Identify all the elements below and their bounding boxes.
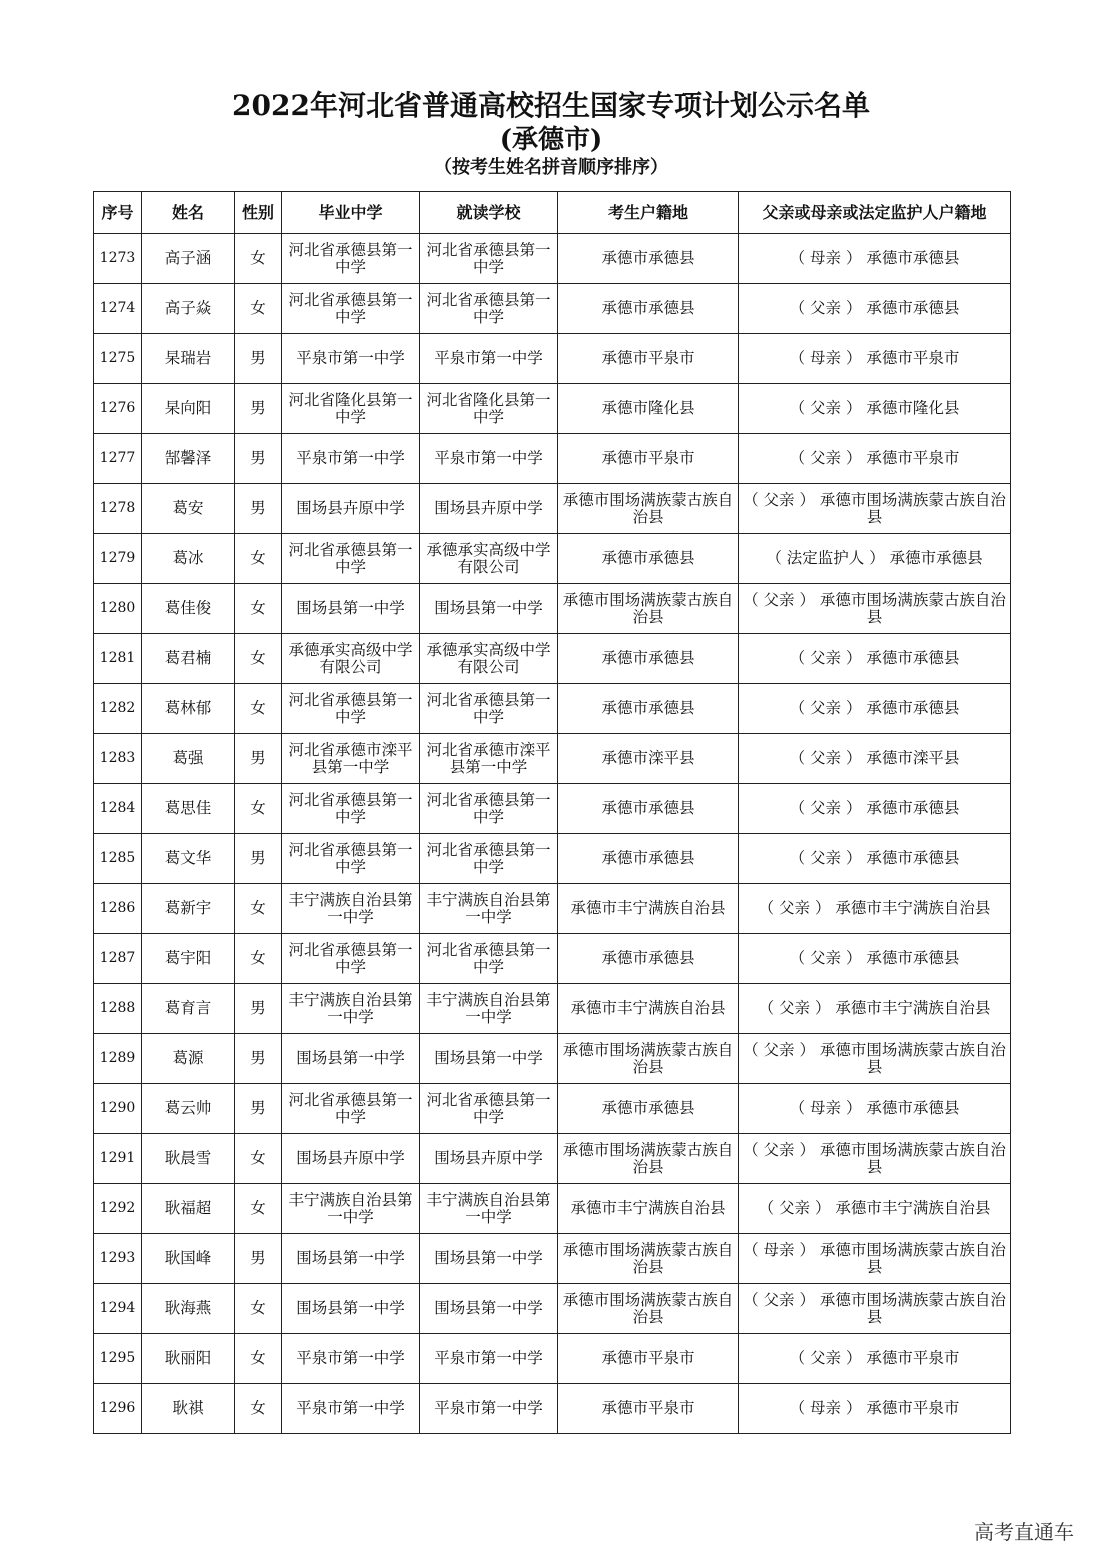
cell-index: 1278 xyxy=(94,484,142,534)
cell-name: 高子涵 xyxy=(142,234,235,284)
table-row xyxy=(94,1134,1011,1184)
table-row xyxy=(94,284,1011,334)
cell-student-hukou: 承德市围场满族蒙古族自治县 xyxy=(558,1284,739,1334)
cell-current-school: 河北省承德县第一中学 xyxy=(420,1084,558,1134)
cell-graduated-school: 河北省承德市滦平县第一中学 xyxy=(282,734,420,784)
cell-index: 1287 xyxy=(94,934,142,984)
cell-graduated-school: 河北省承德县第一中学 xyxy=(282,534,420,584)
column-header-guardian-hukou: 父亲或母亲或法定监护人户籍地 xyxy=(739,192,1011,234)
cell-name: 葛思佳 xyxy=(142,784,235,834)
table-row xyxy=(94,934,1011,984)
cell-graduated-school: 围场县第一中学 xyxy=(282,1234,420,1284)
cell-student-hukou: 承德市围场满族蒙古族自治县 xyxy=(558,484,739,534)
cell-name: 葛强 xyxy=(142,734,235,784)
cell-graduated-school: 围场县第一中学 xyxy=(282,1284,420,1334)
table-row xyxy=(94,1084,1011,1134)
table-row xyxy=(94,1034,1011,1084)
table-row xyxy=(94,834,1011,884)
cell-guardian-hukou: （ 父亲 ） 承德市围场满族蒙古族自治县 xyxy=(739,484,1011,534)
cell-student-hukou: 承德市平泉市 xyxy=(558,1334,739,1384)
cell-guardian-hukou: （ 母亲 ） 承德市承德县 xyxy=(739,1084,1011,1134)
cell-current-school: 围场县卉原中学 xyxy=(420,484,558,534)
cell-index: 1293 xyxy=(94,1234,142,1284)
cell-guardian-hukou: （ 父亲 ） 承德市承德县 xyxy=(739,684,1011,734)
cell-current-school: 平泉市第一中学 xyxy=(420,1334,558,1384)
cell-gender: 男 xyxy=(235,984,282,1034)
column-header-gender: 性别 xyxy=(235,192,282,234)
cell-guardian-hukou: （ 父亲 ） 承德市丰宁满族自治县 xyxy=(739,1184,1011,1234)
cell-index: 1288 xyxy=(94,984,142,1034)
cell-gender: 男 xyxy=(235,334,282,384)
cell-index: 1285 xyxy=(94,834,142,884)
column-header-name: 姓名 xyxy=(142,192,235,234)
cell-student-hukou: 承德市隆化县 xyxy=(558,384,739,434)
cell-student-hukou: 承德市承德县 xyxy=(558,534,739,584)
column-header-graduated-school: 毕业中学 xyxy=(282,192,420,234)
cell-gender: 女 xyxy=(235,1134,282,1184)
sort-note: （按考生姓名拼音顺序排序） xyxy=(434,157,668,178)
cell-index: 1295 xyxy=(94,1334,142,1384)
cell-index: 1286 xyxy=(94,884,142,934)
cell-guardian-hukou: （ 父亲 ） 承德市承德县 xyxy=(739,784,1011,834)
column-header-student-hukou: 考生户籍地 xyxy=(558,192,739,234)
cell-graduated-school: 围场县卉原中学 xyxy=(282,1134,420,1184)
cell-gender: 女 xyxy=(235,934,282,984)
cell-student-hukou: 承德市承德县 xyxy=(558,684,739,734)
cell-student-hukou: 承德市围场满族蒙古族自治县 xyxy=(558,1034,739,1084)
cell-current-school: 承德承实高级中学有限公司 xyxy=(420,534,558,584)
cell-current-school: 丰宁满族自治县第一中学 xyxy=(420,984,558,1034)
cell-guardian-hukou: （ 父亲 ） 承德市丰宁满族自治县 xyxy=(739,884,1011,934)
cell-student-hukou: 承德市丰宁满族自治县 xyxy=(558,884,739,934)
cell-index: 1280 xyxy=(94,584,142,634)
cell-guardian-hukou: （ 父亲 ） 承德市平泉市 xyxy=(739,1334,1011,1384)
cell-name: 葛安 xyxy=(142,484,235,534)
cell-gender: 女 xyxy=(235,1384,282,1434)
table-row xyxy=(94,484,1011,534)
cell-gender: 男 xyxy=(235,1084,282,1134)
cell-guardian-hukou: （ 母亲 ） 承德市平泉市 xyxy=(739,334,1011,384)
cell-graduated-school: 河北省承德县第一中学 xyxy=(282,834,420,884)
cell-gender: 男 xyxy=(235,434,282,484)
cell-index: 1291 xyxy=(94,1134,142,1184)
cell-graduated-school: 承德承实高级中学有限公司 xyxy=(282,634,420,684)
cell-index: 1290 xyxy=(94,1084,142,1134)
cell-name: 葛源 xyxy=(142,1034,235,1084)
cell-guardian-hukou: （ 父亲 ） 承德市围场满族蒙古族自治县 xyxy=(739,1284,1011,1334)
cell-current-school: 河北省承德县第一中学 xyxy=(420,784,558,834)
page-title: 2022年河北省普通高校招生国家专项计划公示名单 xyxy=(232,89,870,122)
cell-guardian-hukou: （ 父亲 ） 承德市围场满族蒙古族自治县 xyxy=(739,1034,1011,1084)
table-row xyxy=(94,634,1011,684)
cell-name: 耿国峰 xyxy=(142,1234,235,1284)
cell-gender: 女 xyxy=(235,684,282,734)
cell-guardian-hukou: （ 法定监护人 ） 承德市承德县 xyxy=(739,534,1011,584)
cell-gender: 男 xyxy=(235,834,282,884)
cell-student-hukou: 承德市承德县 xyxy=(558,234,739,284)
cell-name: 耿福超 xyxy=(142,1184,235,1234)
cell-guardian-hukou: （ 父亲 ） 承德市承德县 xyxy=(739,934,1011,984)
cell-current-school: 围场县卉原中学 xyxy=(420,1134,558,1184)
cell-graduated-school: 围场县卉原中学 xyxy=(282,484,420,534)
table-row xyxy=(94,734,1011,784)
cell-gender: 女 xyxy=(235,1284,282,1334)
cell-name: 耿晨雪 xyxy=(142,1134,235,1184)
cell-guardian-hukou: （ 父亲 ） 承德市承德县 xyxy=(739,284,1011,334)
column-header-index: 序号 xyxy=(94,192,142,234)
cell-name: 葛宇阳 xyxy=(142,934,235,984)
cell-name: 葛云帅 xyxy=(142,1084,235,1134)
cell-current-school: 围场县第一中学 xyxy=(420,1034,558,1084)
table-row xyxy=(94,334,1011,384)
cell-guardian-hukou: （ 母亲 ） 承德市承德县 xyxy=(739,234,1011,284)
cell-graduated-school: 围场县第一中学 xyxy=(282,584,420,634)
cell-index: 1284 xyxy=(94,784,142,834)
cell-index: 1294 xyxy=(94,1284,142,1334)
cell-graduated-school: 河北省承德县第一中学 xyxy=(282,234,420,284)
cell-name: 耿丽阳 xyxy=(142,1334,235,1384)
cell-gender: 女 xyxy=(235,284,282,334)
cell-gender: 女 xyxy=(235,1184,282,1234)
cell-current-school: 平泉市第一中学 xyxy=(420,334,558,384)
cell-index: 1277 xyxy=(94,434,142,484)
cell-index: 1274 xyxy=(94,284,142,334)
cell-graduated-school: 河北省承德县第一中学 xyxy=(282,684,420,734)
cell-student-hukou: 承德市承德县 xyxy=(558,1084,739,1134)
cell-index: 1282 xyxy=(94,684,142,734)
cell-index: 1281 xyxy=(94,634,142,684)
cell-current-school: 河北省隆化县第一中学 xyxy=(420,384,558,434)
cell-gender: 女 xyxy=(235,534,282,584)
cell-name: 高子焱 xyxy=(142,284,235,334)
cell-gender: 女 xyxy=(235,634,282,684)
cell-graduated-school: 丰宁满族自治县第一中学 xyxy=(282,984,420,1034)
cell-current-school: 河北省承德县第一中学 xyxy=(420,284,558,334)
table-row xyxy=(94,1334,1011,1384)
admission-list-table xyxy=(93,191,1011,1434)
cell-index: 1289 xyxy=(94,1034,142,1084)
column-header-current-school: 就读学校 xyxy=(420,192,558,234)
cell-student-hukou: 承德市承德县 xyxy=(558,834,739,884)
cell-guardian-hukou: （ 父亲 ） 承德市围场满族蒙古族自治县 xyxy=(739,584,1011,634)
cell-index: 1283 xyxy=(94,734,142,784)
cell-gender: 女 xyxy=(235,234,282,284)
cell-name: 葛佳俊 xyxy=(142,584,235,634)
cell-student-hukou: 承德市丰宁满族自治县 xyxy=(558,1184,739,1234)
cell-gender: 女 xyxy=(235,1334,282,1384)
cell-student-hukou: 承德市平泉市 xyxy=(558,1384,739,1434)
cell-current-school: 平泉市第一中学 xyxy=(420,1384,558,1434)
table-row xyxy=(94,1384,1011,1434)
cell-student-hukou: 承德市围场满族蒙古族自治县 xyxy=(558,1134,739,1184)
cell-graduated-school: 河北省承德县第一中学 xyxy=(282,284,420,334)
cell-name: 葛冰 xyxy=(142,534,235,584)
cell-graduated-school: 平泉市第一中学 xyxy=(282,1334,420,1384)
cell-student-hukou: 承德市围场满族蒙古族自治县 xyxy=(558,584,739,634)
table-body xyxy=(94,234,1011,1434)
cell-graduated-school: 河北省承德县第一中学 xyxy=(282,934,420,984)
table-row xyxy=(94,384,1011,434)
cell-gender: 男 xyxy=(235,1034,282,1084)
table-row xyxy=(94,234,1011,284)
cell-name: 耿祺 xyxy=(142,1384,235,1434)
cell-current-school: 河北省承德县第一中学 xyxy=(420,934,558,984)
cell-guardian-hukou: （ 父亲 ） 承德市围场满族蒙古族自治县 xyxy=(739,1134,1011,1184)
cell-index: 1279 xyxy=(94,534,142,584)
cell-student-hukou: 承德市承德县 xyxy=(558,784,739,834)
cell-name: 葛育言 xyxy=(142,984,235,1034)
cell-name: 葛林郁 xyxy=(142,684,235,734)
cell-student-hukou: 承德市平泉市 xyxy=(558,334,739,384)
cell-graduated-school: 平泉市第一中学 xyxy=(282,334,420,384)
cell-student-hukou: 承德市丰宁满族自治县 xyxy=(558,984,739,1034)
cell-current-school: 河北省承德县第一中学 xyxy=(420,684,558,734)
table-row xyxy=(94,534,1011,584)
table-row xyxy=(94,684,1011,734)
cell-graduated-school: 平泉市第一中学 xyxy=(282,434,420,484)
cell-graduated-school: 丰宁满族自治县第一中学 xyxy=(282,1184,420,1234)
cell-gender: 男 xyxy=(235,484,282,534)
table-row xyxy=(94,434,1011,484)
cell-index: 1296 xyxy=(94,1384,142,1434)
cell-student-hukou: 承德市平泉市 xyxy=(558,434,739,484)
cell-name: 杲向阳 xyxy=(142,384,235,434)
cell-current-school: 围场县第一中学 xyxy=(420,1284,558,1334)
cell-current-school: 河北省承德市滦平县第一中学 xyxy=(420,734,558,784)
cell-current-school: 围场县第一中学 xyxy=(420,1234,558,1284)
cell-name: 葛文华 xyxy=(142,834,235,884)
cell-current-school: 承德承实高级中学有限公司 xyxy=(420,634,558,684)
cell-graduated-school: 河北省承德县第一中学 xyxy=(282,784,420,834)
cell-gender: 男 xyxy=(235,734,282,784)
cell-guardian-hukou: （ 父亲 ） 承德市平泉市 xyxy=(739,434,1011,484)
cell-index: 1292 xyxy=(94,1184,142,1234)
cell-gender: 女 xyxy=(235,784,282,834)
table-row xyxy=(94,884,1011,934)
cell-index: 1273 xyxy=(94,234,142,284)
cell-graduated-school: 平泉市第一中学 xyxy=(282,1384,420,1434)
cell-student-hukou: 承德市承德县 xyxy=(558,284,739,334)
cell-graduated-school: 河北省承德县第一中学 xyxy=(282,1084,420,1134)
table-row xyxy=(94,784,1011,834)
cell-guardian-hukou: （ 父亲 ） 承德市滦平县 xyxy=(739,734,1011,784)
table-row xyxy=(94,584,1011,634)
cell-name: 葛君楠 xyxy=(142,634,235,684)
cell-guardian-hukou: （ 母亲 ） 承德市围场满族蒙古族自治县 xyxy=(739,1234,1011,1284)
cell-guardian-hukou: （ 父亲 ） 承德市承德县 xyxy=(739,634,1011,684)
cell-current-school: 平泉市第一中学 xyxy=(420,434,558,484)
cell-current-school: 丰宁满族自治县第一中学 xyxy=(420,884,558,934)
table-row xyxy=(94,1184,1011,1234)
cell-current-school: 河北省承德县第一中学 xyxy=(420,834,558,884)
cell-name: 杲瑞岩 xyxy=(142,334,235,384)
cell-current-school: 围场县第一中学 xyxy=(420,584,558,634)
table-row xyxy=(94,1234,1011,1284)
cell-student-hukou: 承德市围场满族蒙古族自治县 xyxy=(558,1234,739,1284)
cell-index: 1275 xyxy=(94,334,142,384)
page-subtitle: (承德市) xyxy=(499,125,603,155)
cell-student-hukou: 承德市承德县 xyxy=(558,634,739,684)
cell-guardian-hukou: （ 父亲 ） 承德市隆化县 xyxy=(739,384,1011,434)
cell-graduated-school: 围场县第一中学 xyxy=(282,1034,420,1084)
cell-name: 葛新宇 xyxy=(142,884,235,934)
cell-student-hukou: 承德市承德县 xyxy=(558,934,739,984)
cell-gender: 男 xyxy=(235,384,282,434)
cell-gender: 女 xyxy=(235,584,282,634)
watermark-text: 高考直通车 xyxy=(974,1520,1074,1544)
cell-index: 1276 xyxy=(94,384,142,434)
table-header-row xyxy=(94,192,1011,234)
cell-guardian-hukou: （ 父亲 ） 承德市承德县 xyxy=(739,834,1011,884)
cell-gender: 男 xyxy=(235,1234,282,1284)
cell-guardian-hukou: （ 父亲 ） 承德市丰宁满族自治县 xyxy=(739,984,1011,1034)
cell-graduated-school: 河北省隆化县第一中学 xyxy=(282,384,420,434)
table-row xyxy=(94,1284,1011,1334)
cell-guardian-hukou: （ 母亲 ） 承德市平泉市 xyxy=(739,1384,1011,1434)
cell-current-school: 丰宁满族自治县第一中学 xyxy=(420,1184,558,1234)
cell-current-school: 河北省承德县第一中学 xyxy=(420,234,558,284)
cell-student-hukou: 承德市滦平县 xyxy=(558,734,739,784)
cell-graduated-school: 丰宁满族自治县第一中学 xyxy=(282,884,420,934)
cell-name: 郜馨泽 xyxy=(142,434,235,484)
cell-name: 耿海燕 xyxy=(142,1284,235,1334)
cell-gender: 女 xyxy=(235,884,282,934)
table-row xyxy=(94,984,1011,1034)
